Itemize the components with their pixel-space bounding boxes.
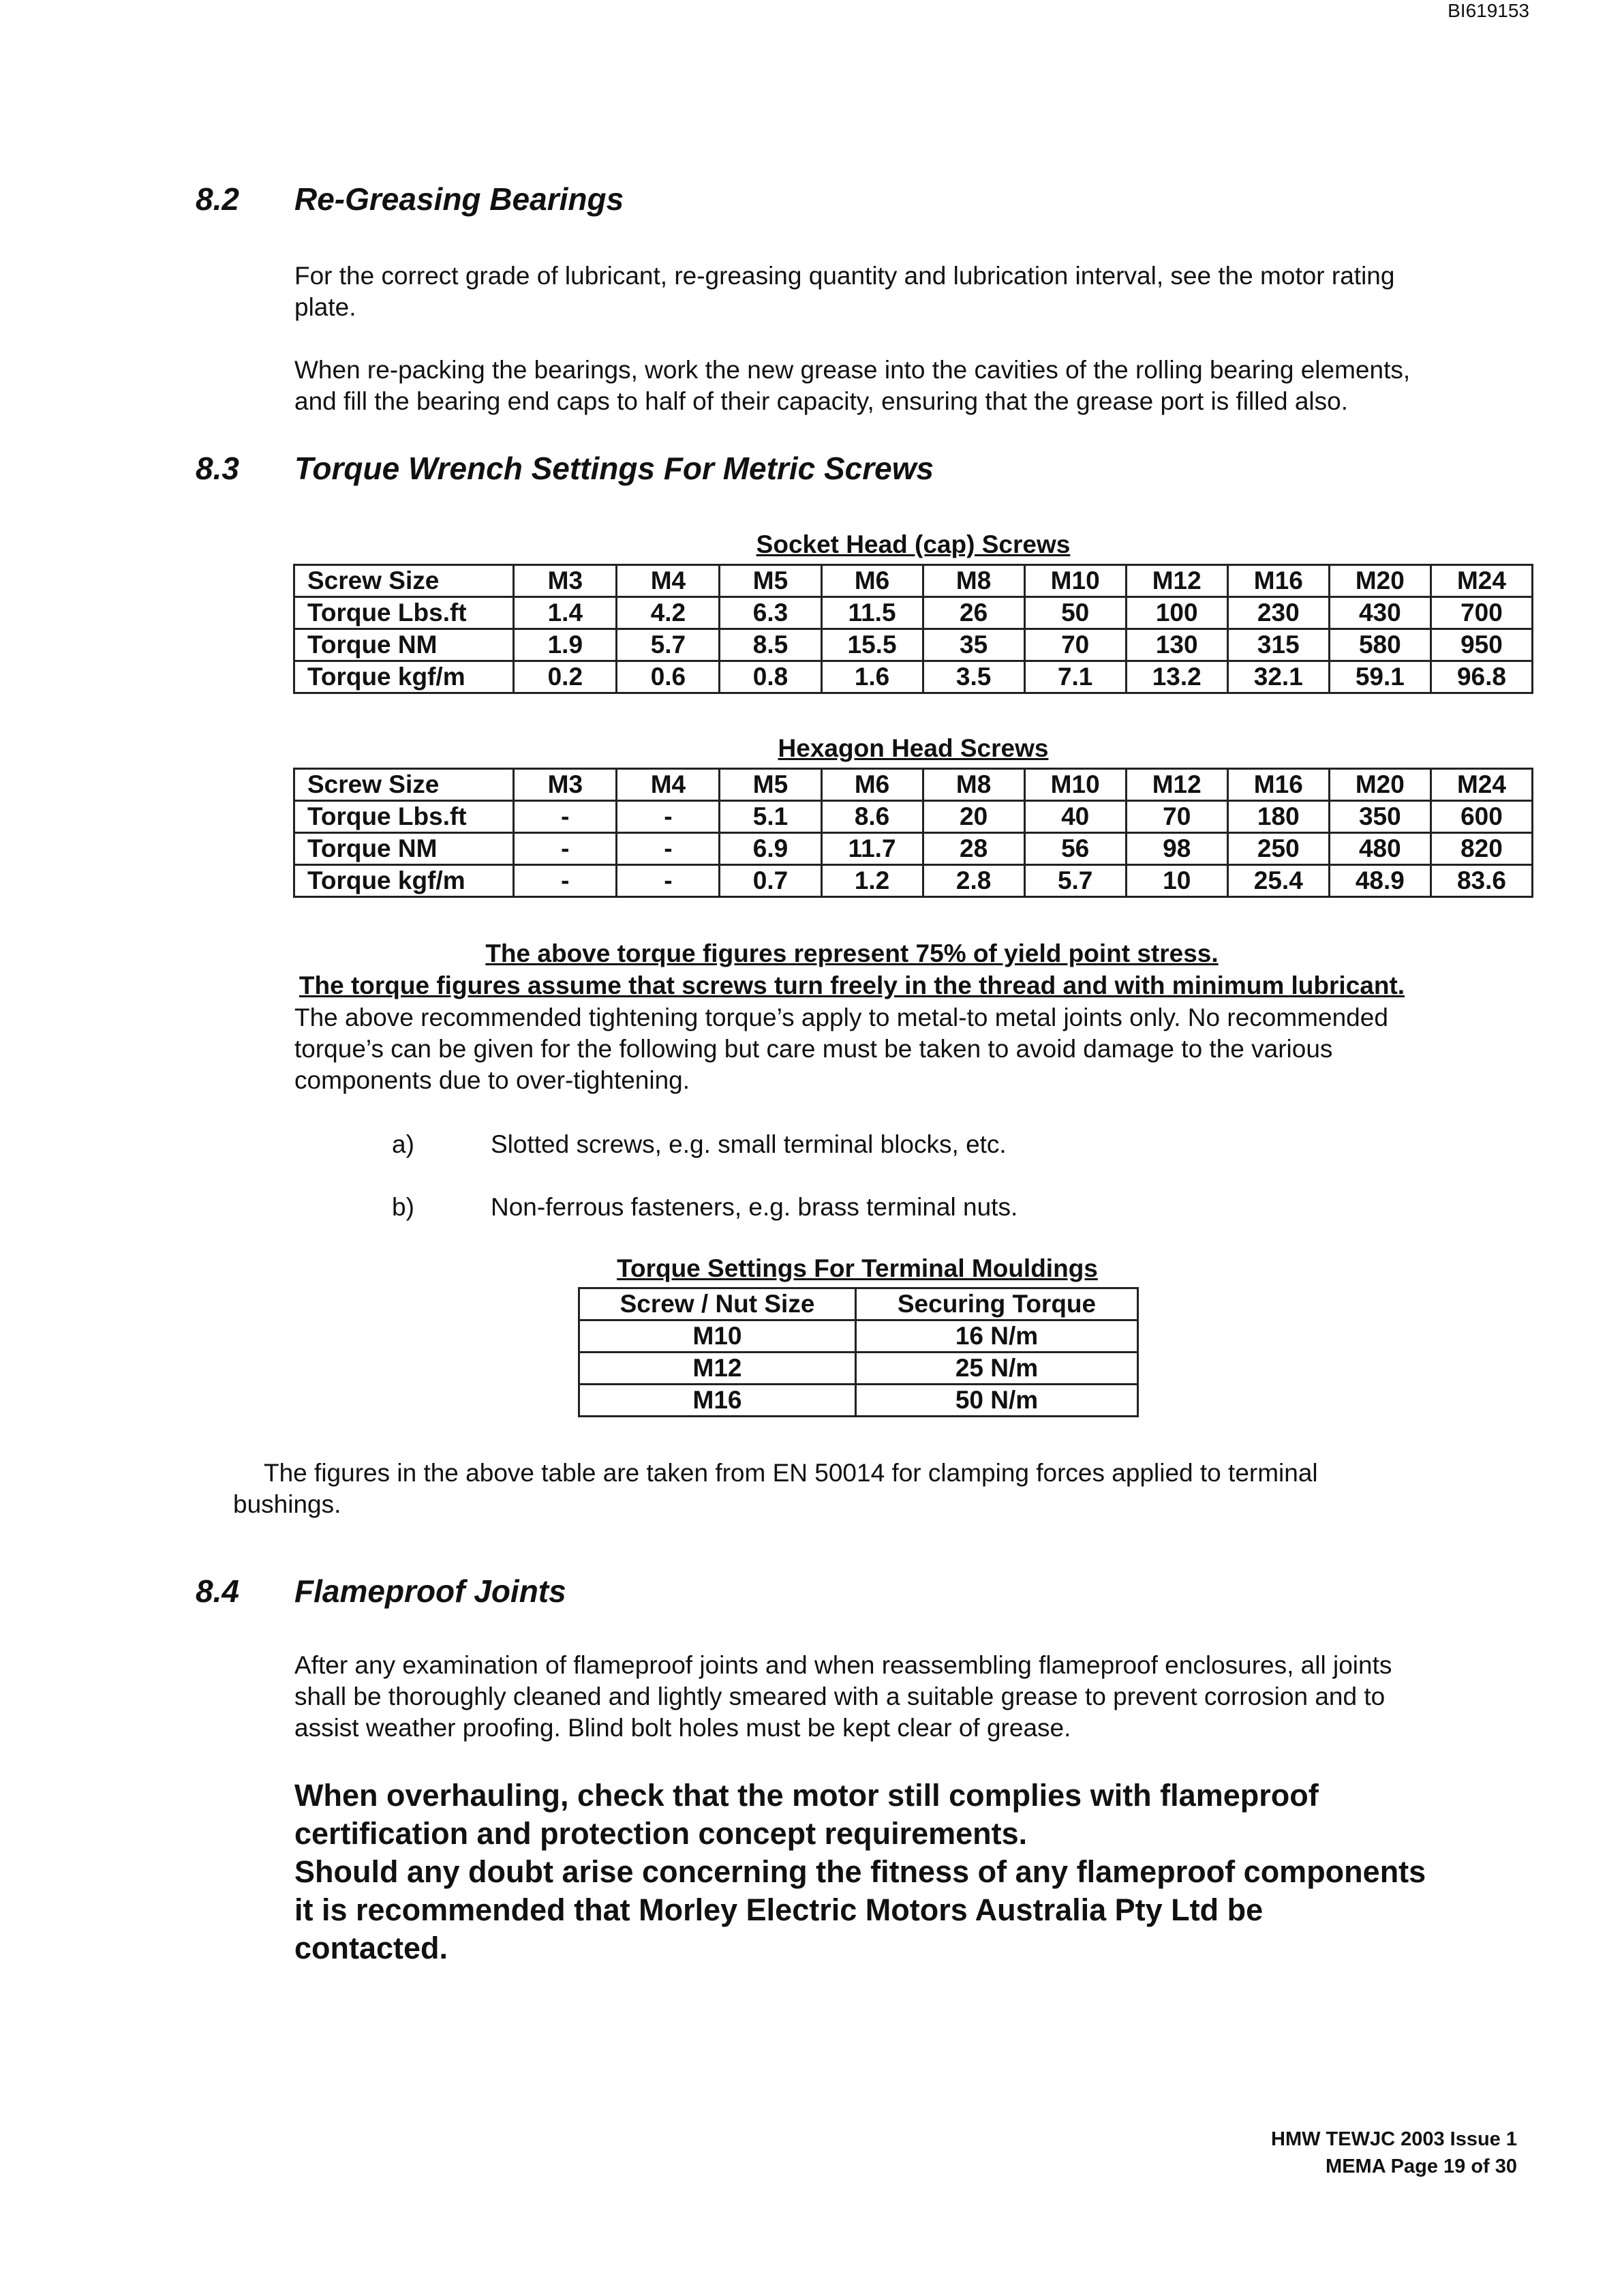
terminal-table-note: The figures in the above table are taken from EN 50014 for clamping forces applied to terminal bushings. [233, 1459, 1318, 1518]
table-cell: M10 [1024, 565, 1126, 597]
table-cell: 480 [1329, 833, 1430, 865]
lubricant-note: The torque figures assume that screws turn freely in the thread and with minimum lubricant. [299, 971, 1405, 999]
row-label-cell: M10 [579, 1320, 856, 1353]
table-cell: M3 [514, 565, 617, 597]
terminal-table-row [579, 1320, 1138, 1353]
row-label-cell: Screw / Nut Size [579, 1288, 856, 1320]
table-cell: 4.2 [617, 597, 720, 629]
terminal-table-row [579, 1353, 1138, 1385]
flameproof-warning: When overhauling, check that the motor still complies with flameproof certification and protection concept requirements. Should any doubt arise concerning the fitness of any flameproof components it is recommended that Morley Electric Motors Australia Pty Ltd be contacted. [294, 1778, 1426, 1965]
table-cell: 6.3 [720, 597, 821, 629]
table-cell: - [617, 833, 720, 865]
table-cell: M20 [1329, 769, 1430, 801]
row-label-cell: M12 [579, 1353, 856, 1385]
table-cell: 15.5 [821, 629, 923, 661]
table-cell: 0.7 [720, 865, 821, 897]
table-cell: 315 [1227, 629, 1329, 661]
row-label-cell: Screw Size [294, 769, 514, 801]
socket-table-row [294, 629, 1533, 661]
table-cell: 56 [1024, 833, 1126, 865]
table-cell: 700 [1430, 597, 1532, 629]
yield-stress-note: The above torque figures represent 75% of yield point stress. [485, 939, 1219, 967]
table-cell: 820 [1430, 833, 1532, 865]
table-cell: M24 [1430, 769, 1532, 801]
table-cell: 130 [1126, 629, 1227, 661]
table-cell: 430 [1329, 597, 1430, 629]
terminal-table-caption: Torque Settings For Terminal Mouldings [617, 1254, 1098, 1282]
table-cell: M4 [617, 565, 720, 597]
table-cell: 10 [1126, 865, 1227, 897]
socket-table-row [294, 597, 1533, 629]
row-label-cell: Screw Size [294, 565, 514, 597]
list-item-a: Slotted screws, e.g. small terminal blocks, etc. [491, 1130, 1007, 1158]
table-cell: 580 [1329, 629, 1430, 661]
table-cell: - [514, 801, 617, 833]
table-cell: 0.2 [514, 661, 617, 693]
table-cell: 600 [1430, 801, 1532, 833]
table-cell: M16 [1227, 565, 1329, 597]
list-marker-b: b) [392, 1193, 414, 1221]
table-cell: 8.6 [821, 801, 923, 833]
row-label-cell: Torque NM [294, 629, 514, 661]
section-8-2-number: 8.2 [196, 181, 239, 217]
table-cell: 350 [1329, 801, 1430, 833]
table-cell: 180 [1227, 801, 1329, 833]
table-cell: 1.4 [514, 597, 617, 629]
table-cell: 7.1 [1024, 661, 1126, 693]
table-cell: 28 [923, 833, 1024, 865]
table-cell: 40 [1024, 801, 1126, 833]
hexagon-head-torque-table [293, 768, 1533, 898]
table-cell: - [617, 865, 720, 897]
row-label-cell: Torque NM [294, 833, 514, 865]
row-label-cell: Torque kgf/m [294, 865, 514, 897]
table-cell: 5.1 [720, 801, 821, 833]
table-cell: - [514, 865, 617, 897]
section-8-2-paragraph-1: For the correct grade of lubricant, re-greasing quantity and lubrication interval, see the motor rating plate. [294, 262, 1395, 321]
table-cell: M5 [720, 565, 821, 597]
table-cell: M12 [1126, 769, 1227, 801]
table-cell: 50 N/m [856, 1385, 1138, 1417]
table-cell: 70 [1024, 629, 1126, 661]
terminal-mouldings-table [578, 1287, 1139, 1417]
table-cell: M6 [821, 769, 923, 801]
table-cell: 59.1 [1329, 661, 1430, 693]
table-cell: M5 [720, 769, 821, 801]
table-cell: M8 [923, 769, 1024, 801]
table-cell: 16 N/m [856, 1320, 1138, 1353]
table-cell: 100 [1126, 597, 1227, 629]
row-label-cell: Torque Lbs.ft [294, 597, 514, 629]
page-footer: HMW TEWJC 2003 Issue 1 MEMA Page 19 of 30 [1271, 2128, 1517, 2177]
section-8-2-title: Re-Greasing Bearings [294, 181, 624, 217]
table-cell: 25 N/m [856, 1353, 1138, 1385]
table-cell: 13.2 [1126, 661, 1227, 693]
table-cell: 5.7 [617, 629, 720, 661]
table-cell: 83.6 [1430, 865, 1532, 897]
table-cell: M3 [514, 769, 617, 801]
table-cell: 2.8 [923, 865, 1024, 897]
table-cell: 1.9 [514, 629, 617, 661]
hex-table-row [294, 865, 1533, 897]
section-8-4-number: 8.4 [196, 1573, 239, 1609]
table-cell: 6.9 [720, 833, 821, 865]
table-cell: M16 [1227, 769, 1329, 801]
table-cell: 25.4 [1227, 865, 1329, 897]
socket-head-torque-table [293, 564, 1533, 694]
table-cell: 35 [923, 629, 1024, 661]
table-cell: 0.6 [617, 661, 720, 693]
table-cell: M12 [1126, 565, 1227, 597]
section-8-2-paragraph-2: When re-packing the bearings, work the new grease into the cavities of the rolling bearing elements, and fill the bearing end caps to half of their capacity, ensuring that the grease port is filled also. [294, 356, 1411, 415]
table-cell: 20 [923, 801, 1024, 833]
row-label-cell: M16 [579, 1385, 856, 1417]
row-label-cell: Torque Lbs.ft [294, 801, 514, 833]
table-cell: 50 [1024, 597, 1126, 629]
list-marker-a: a) [392, 1130, 414, 1158]
table-cell: - [617, 801, 720, 833]
table-cell: 32.1 [1227, 661, 1329, 693]
terminal-table-row [579, 1288, 1138, 1320]
socket-table-caption: Socket Head (cap) Screws [756, 530, 1071, 558]
socket-table-row [294, 565, 1533, 597]
hex-table-row [294, 801, 1533, 833]
document-id: BI619153 [1448, 0, 1529, 21]
hex-table-caption: Hexagon Head Screws [778, 734, 1049, 762]
table-cell: 11.7 [821, 833, 923, 865]
table-cell: M8 [923, 565, 1024, 597]
hex-table-row [294, 833, 1533, 865]
section-8-4-paragraph-1: After any examination of flameproof joints and when reassembling flameproof enclosures, all joints shall be thoroughly cleaned and lightly smeared with a suitable grease to prevent corrosion and to assist weather proofing. Blind bolt holes must be kept clear of grease. [294, 1651, 1392, 1742]
table-cell: M10 [1024, 769, 1126, 801]
table-cell: - [514, 833, 617, 865]
table-cell: 3.5 [923, 661, 1024, 693]
section-8-3-number: 8.3 [196, 451, 239, 486]
table-cell: M6 [821, 565, 923, 597]
section-8-4-title: Flameproof Joints [294, 1573, 566, 1609]
table-cell: 5.7 [1024, 865, 1126, 897]
table-cell: 70 [1126, 801, 1227, 833]
table-cell: Securing Torque [856, 1288, 1138, 1320]
tightening-torque-paragraph: The above recommended tightening torque’s apply to metal-to metal joints only. No recommended torque’s can be given for the following but care must be taken to avoid damage to the various components due to over-tightening. [294, 1003, 1388, 1094]
terminal-table-row [579, 1385, 1138, 1417]
section-8-3-title: Torque Wrench Settings For Metric Screws [294, 451, 934, 486]
table-cell: 98 [1126, 833, 1227, 865]
hex-table-row [294, 769, 1533, 801]
socket-table-row [294, 661, 1533, 693]
table-cell: 48.9 [1329, 865, 1430, 897]
table-cell: 230 [1227, 597, 1329, 629]
table-cell: 26 [923, 597, 1024, 629]
table-cell: 250 [1227, 833, 1329, 865]
table-cell: 11.5 [821, 597, 923, 629]
table-cell: 0.8 [720, 661, 821, 693]
table-cell: M20 [1329, 565, 1430, 597]
table-cell: 96.8 [1430, 661, 1532, 693]
table-cell: 1.2 [821, 865, 923, 897]
list-item-b: Non-ferrous fasteners, e.g. brass terminal nuts. [491, 1193, 1018, 1221]
table-cell: M4 [617, 769, 720, 801]
table-cell: 8.5 [720, 629, 821, 661]
table-cell: 1.6 [821, 661, 923, 693]
table-cell: 950 [1430, 629, 1532, 661]
table-cell: M24 [1430, 565, 1532, 597]
row-label-cell: Torque kgf/m [294, 661, 514, 693]
